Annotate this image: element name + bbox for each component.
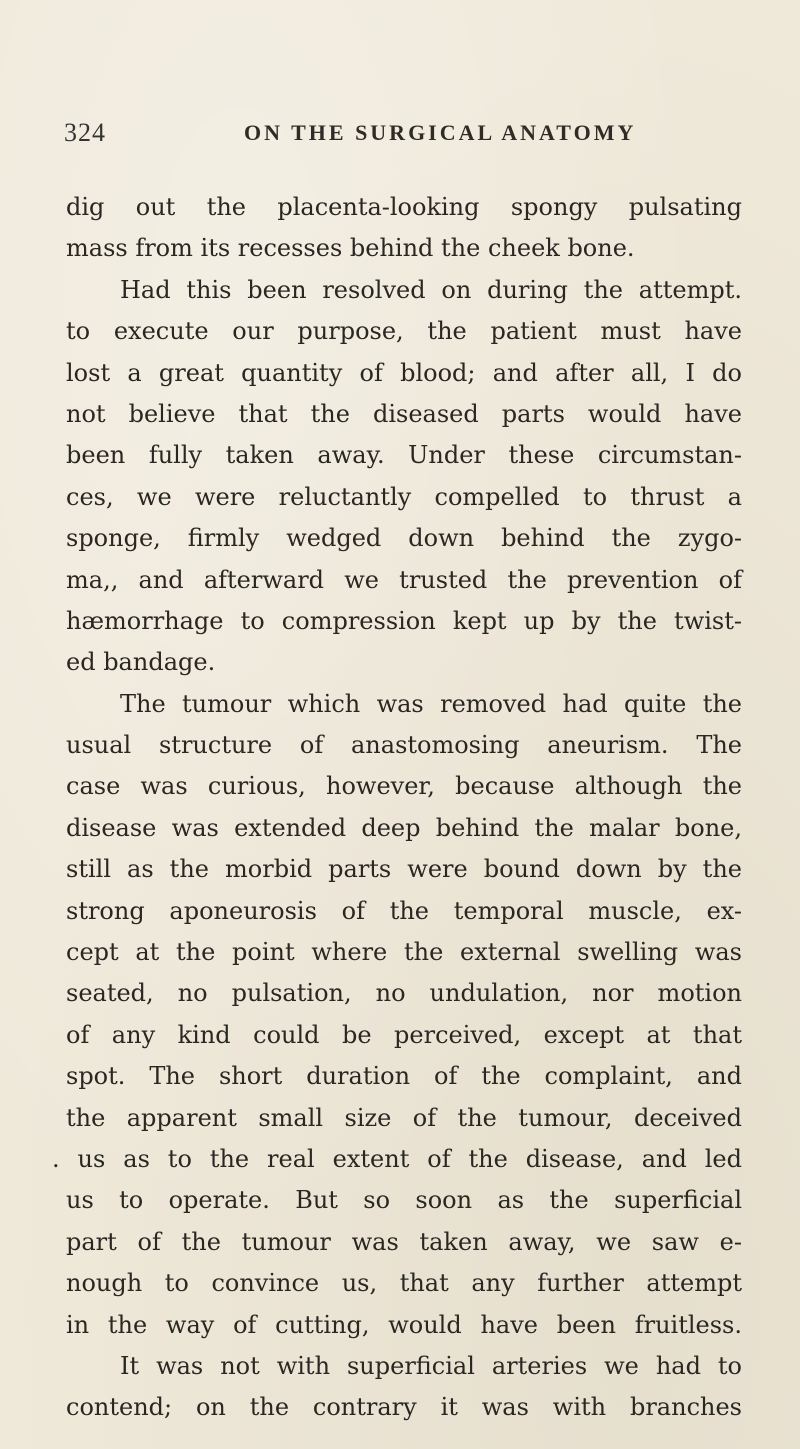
text-line: The tumour which was removed had quite the [120,689,742,718]
text-line: part of the tumour was taken away, we saw e- [66,1227,742,1256]
text-line: lost a great quantity of blood; and after all, I do [66,358,742,387]
text-line: the apparent small size of the tumour, deceived [66,1103,742,1132]
text-line: ma,, and afterward we trusted the prevention of [66,565,742,594]
text-line: sponge, firmly wedged down behind the zygo- [66,524,742,553]
text-line: . us as to the real extent of the disease, and led [52,1144,742,1173]
text-line: dig out the placenta-looking spongy pulsating [66,193,742,221]
text-line: mass from its recesses behind the cheek bone. [66,234,635,263]
text-line: to execute our purpose, the patient must have [66,317,742,346]
text-line: ces, we were reluctantly compelled to thrust a [66,482,742,511]
text-line: case was curious, however, because although the [66,772,742,801]
text-line: Had this been resolved on during the attempt. [120,275,742,304]
text-line: seated, no pulsation, no undulation, nor motion [66,979,742,1008]
text-line: spot. The short duration of the complaint, and [66,1062,742,1091]
text-line: disease was extended deep behind the malar bone, [66,813,742,842]
text-line: hæmorrhage to compression kept up by the twist- [66,606,742,635]
text-line: not believe that the diseased parts would have [66,399,742,428]
text-line: nough to convince us, that any further attempt [66,1269,742,1298]
page-number: 324 [64,118,106,147]
text-line: strong aponeurosis of the temporal muscle, ex- [66,896,742,925]
text-line: of any kind could be perceived, except at that [66,1020,742,1049]
running-title: ON THE SURGICAL ANATOMY [244,120,637,145]
text-line: ed bandage. [66,648,216,677]
page-header [64,118,740,152]
text-line: been fully taken away. Under these circumstan- [66,441,742,470]
text-line: in the way of cutting, would have been fruitless. [66,1310,742,1339]
text-line: us to operate. But so soon as the superficial [66,1186,742,1215]
text-line: still as the morbid parts were bound down by the [66,855,742,884]
text-line: It was not with superficial arteries we had to [120,1351,742,1380]
text-line: cept at the point where the external swelling was [66,938,742,967]
text-line: contend; on the contrary it was with branches [66,1393,742,1422]
body-text [52,187,742,1429]
text-line: usual structure of anastomosing aneurism. The [66,731,742,760]
